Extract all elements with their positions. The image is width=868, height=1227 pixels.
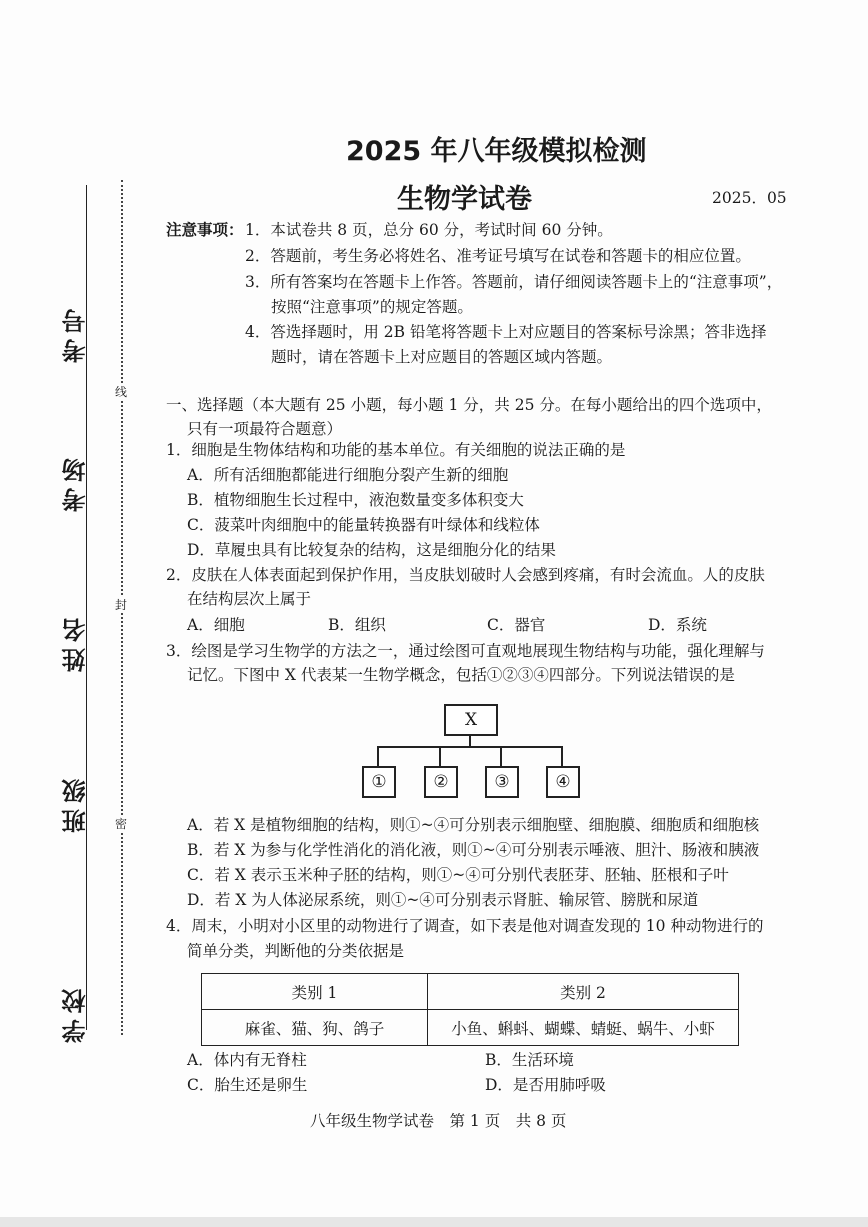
note-item-1: 1．本试卷共 8 页，总分 60 分，考试时间 60 分钟。 bbox=[245, 221, 613, 239]
question-1-option-d: D．草履虫具有比较复杂的结构，这是细胞分化的结果 bbox=[187, 541, 556, 559]
seal-char-line: 线 bbox=[115, 385, 128, 399]
seal-char-seal: 封 bbox=[115, 598, 128, 612]
exam-date: 2025．05 bbox=[712, 189, 787, 207]
diagram-connector bbox=[377, 746, 562, 748]
question-3-stem: 3．绘图是学习生物学的方法之一，通过绘图可直观地展现生物结构与功能，强化理解与 bbox=[166, 642, 765, 660]
label-class: 班级 bbox=[61, 773, 90, 833]
diagram-connector bbox=[377, 746, 379, 766]
question-1-stem: 1．细胞是生物体结构和功能的基本单位。有关细胞的说法正确的是 bbox=[166, 441, 626, 459]
label-exam-no: 考号 bbox=[61, 303, 90, 363]
question-2-option-d: D．系统 bbox=[648, 616, 707, 634]
note-item-4-cont: 题时，请在答题卡上对应题目的答题区域内答题。 bbox=[271, 348, 613, 366]
question-2-option-c: C．器官 bbox=[487, 616, 546, 634]
label-name: 姓名 bbox=[61, 612, 90, 672]
question-4-option-a: A．体内有无脊柱 bbox=[187, 1051, 307, 1069]
question-1-option-a: A．所有活细胞都能进行细胞分裂产生新的细胞 bbox=[187, 466, 509, 484]
question-4-option-d: D．是否用肺呼吸 bbox=[485, 1076, 606, 1094]
question-3-option-b: B．若 X 为参与化学性消化的消化液，则①~④可分别表示唾液、胆汁、肠液和胰液 bbox=[187, 841, 760, 859]
diagram-child-box-3: ③ bbox=[485, 766, 519, 798]
diagram-connector bbox=[439, 746, 441, 766]
note-item-2: 2．答题前，考生务必将姓名、准考证号填写在试卷和答题卡的相应位置。 bbox=[245, 247, 751, 265]
note-item-4: 4．答选择题时，用 2B 铅笔将答题卡上对应题目的答案标号涂黑；答非选择 bbox=[245, 323, 767, 341]
question-3-option-c: C．若 X 表示玉米种子胚的结构，则①~④可分别代表胚芽、胚轴、胚根和子叶 bbox=[187, 866, 729, 884]
question-2-stem-cont: 在结构层次上属于 bbox=[187, 590, 312, 608]
question-3-option-a: A．若 X 是植物细胞的结构，则①~④可分别表示细胞壁、细胞膜、细胞质和细胞核 bbox=[187, 816, 760, 834]
page-bottom-edge bbox=[0, 1217, 868, 1227]
label-exam-room: 考场 bbox=[61, 452, 90, 512]
question-2-stem: 2．皮肤在人体表面起到保护作用，当皮肤划破时人会感到疼痛，有时会流血。人的皮肤 bbox=[166, 566, 765, 584]
section-heading: 一、选择题（本大题有 25 小题，每小题 1 分，共 25 分。在每小题给出的四个选项中， bbox=[166, 396, 772, 414]
table-cell: 麻雀、猫、狗、鸽子 bbox=[202, 1010, 428, 1046]
diagram-connector bbox=[561, 746, 563, 766]
question-1-option-b: B．植物细胞生长过程中，液泡数量变多体积变大 bbox=[187, 491, 524, 509]
question-2-option-b: B．组织 bbox=[328, 616, 386, 634]
question-4-stem: 4．周末，小明对小区里的动物进行了调查，如下表是他对调查发现的 10 种动物进行的 bbox=[166, 917, 764, 935]
label-school: 学校 bbox=[61, 983, 90, 1043]
notes-label: 注意事项： bbox=[166, 220, 244, 239]
table-header-cell: 类别 1 bbox=[202, 974, 428, 1010]
question-4-option-c: C．胎生还是卵生 bbox=[187, 1076, 308, 1094]
question-4-stem-cont: 简单分类，判断他的分类依据是 bbox=[187, 942, 405, 960]
page-title: 2025 年八年级模拟检测 bbox=[346, 136, 647, 167]
page-subtitle: 生物学试卷 bbox=[397, 184, 532, 215]
table-row bbox=[202, 1010, 739, 1046]
question-4-option-b: B．生活环境 bbox=[485, 1051, 574, 1069]
diagram-child-box-4: ④ bbox=[546, 766, 580, 798]
question-1-option-c: C．菠菜叶肉细胞中的能量转换器有叶绿体和线粒体 bbox=[187, 516, 540, 534]
diagram-root-box: X bbox=[444, 704, 498, 736]
question-3-stem-cont: 记忆。下图中 X 代表某一生物学概念，包括①②③④四部分。下列说法错误的是 bbox=[187, 666, 735, 684]
question-2-option-a: A．细胞 bbox=[187, 616, 245, 634]
page-footer: 八年级生物学试卷 第 1 页 共 8 页 bbox=[310, 1112, 567, 1130]
table-cell: 小鱼、蝌蚪、蝴蝶、蜻蜓、蜗牛、小虾 bbox=[428, 1010, 739, 1046]
note-item-3: 3．所有答案均在答题卡上作答。答题前，请仔细阅读答题卡上的“注意事项”， bbox=[245, 273, 783, 291]
table-header-cell: 类别 2 bbox=[428, 974, 739, 1010]
table-header-row bbox=[202, 974, 739, 1010]
section-heading-cont: 只有一项最符合题意） bbox=[187, 420, 343, 438]
note-item-3-cont: 按照“注意事项”的规定答题。 bbox=[271, 298, 473, 316]
diagram-child-box-1: ① bbox=[362, 766, 396, 798]
seal-char-secret: 密 bbox=[115, 817, 128, 831]
question-3-option-d: D．若 X 为人体泌尿系统，则①~④可分别表示肾脏、输尿管、膀胱和尿道 bbox=[187, 891, 699, 909]
classification-table bbox=[201, 973, 739, 1046]
diagram-child-box-2: ② bbox=[424, 766, 458, 798]
diagram-connector bbox=[500, 746, 502, 766]
diagram-connector bbox=[469, 734, 471, 746]
